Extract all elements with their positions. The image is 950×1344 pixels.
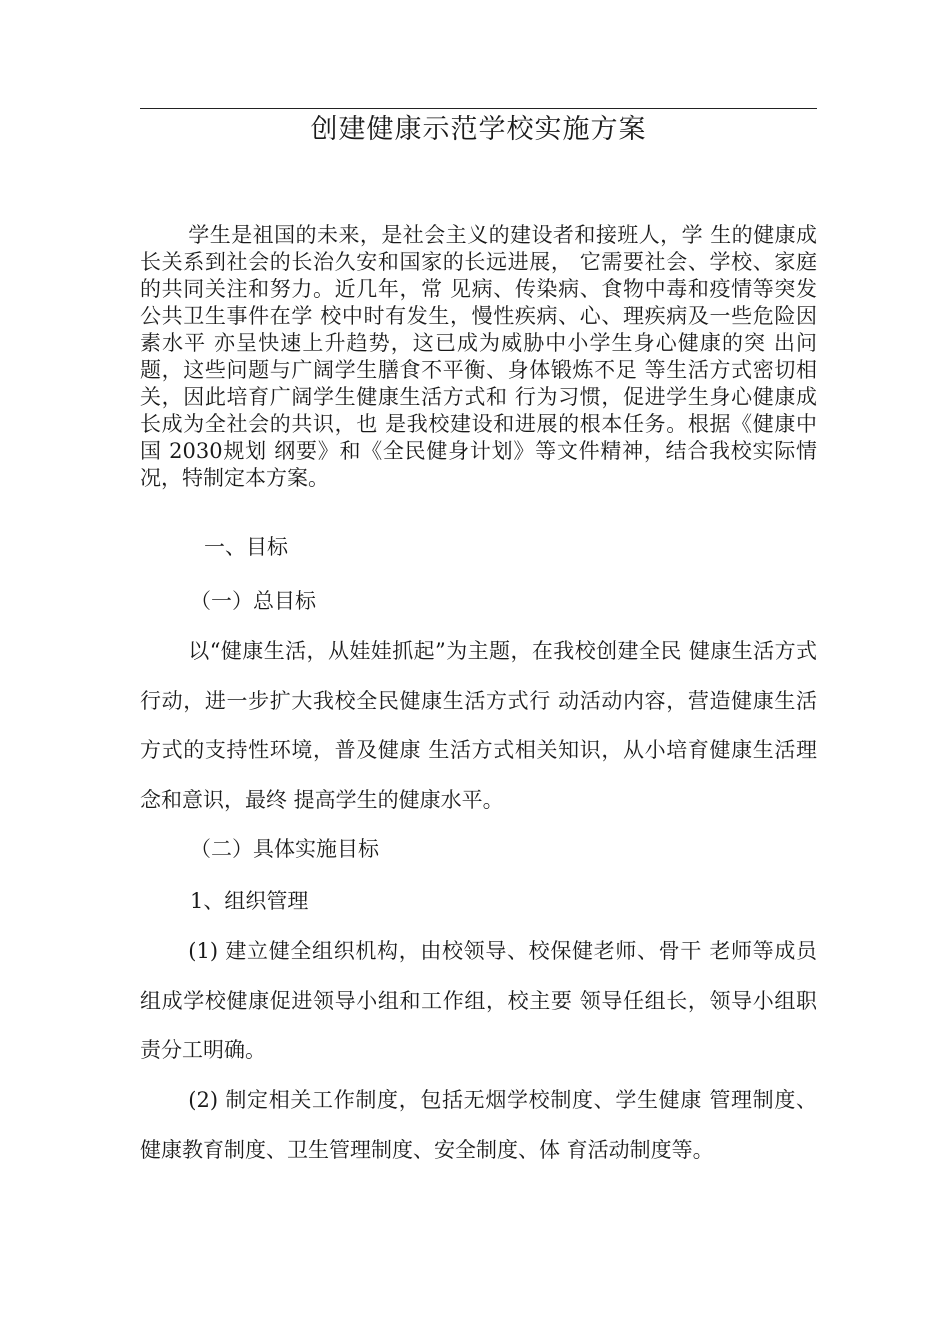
header-rule — [140, 108, 817, 109]
item-heading-organization: 1、组织管理 — [190, 889, 309, 913]
subsection-heading-specific-goals: （二）具体实施目标 — [190, 837, 379, 861]
organization-point-2: (2) 制定相关工作制度，包括无烟学校制度、学生健康 管理制度、健康教育制度、卫生管理制度、安全制度、体 育活动制度等。 — [140, 1088, 817, 1162]
document-title: 创建健康示范学校实施方案 — [310, 114, 647, 145]
overall-goal-paragraph: 以“健康生活，从娃娃抓起”为主题，在我校创建全民 健康生活方式行动，进一步扩大我校全民健康生活方式行 动活动内容，营造健康生活方式的支持性环境，普及健康 生活方式相关知识，从小培育健康生活理念和意识，最终 提高学生的健康水平。 — [140, 639, 817, 812]
intro-paragraph: 学生是祖国的未来，是社会主义的建设者和接班人，学 生的健康成长关系到社会的长治久安和国家的长远进展， 它需要社会、学校、家庭的共同关注和努力。近几年，常 见病、传染病、食物中毒和疫情等突发公共卫生事件在学 校中时有发生，慢性疾病、心、理疾病及一些危险因素水平 亦呈快速上升趋势，这已成为威胁中小学生身心健康的突 出问题，这些问题与广阔学生膳食不平衡、身体锻炼不足 等生活方式密切相关，因此培育广阔学生健康生活方式和 行为习惯，促进学生身心健康成长成为全社会的共识，也 是我校建设和进展的根本任务。根据《健康中国 2030规划 纲要》和《全民健身计划》等文件精神，结合我校实际情况，特制定本方案。 — [140, 223, 817, 490]
subsection-heading-overall-goal: （一）总目标 — [190, 589, 316, 613]
organization-point-1: (1) 建立健全组织机构，由校领导、校保健老师、骨干 老师等成员组成学校健康促进领导小组和工作组，校主要 领导任组长，领导小组职责分工明确。 — [140, 939, 817, 1062]
section-heading-goals: 一、目标 — [204, 535, 288, 559]
